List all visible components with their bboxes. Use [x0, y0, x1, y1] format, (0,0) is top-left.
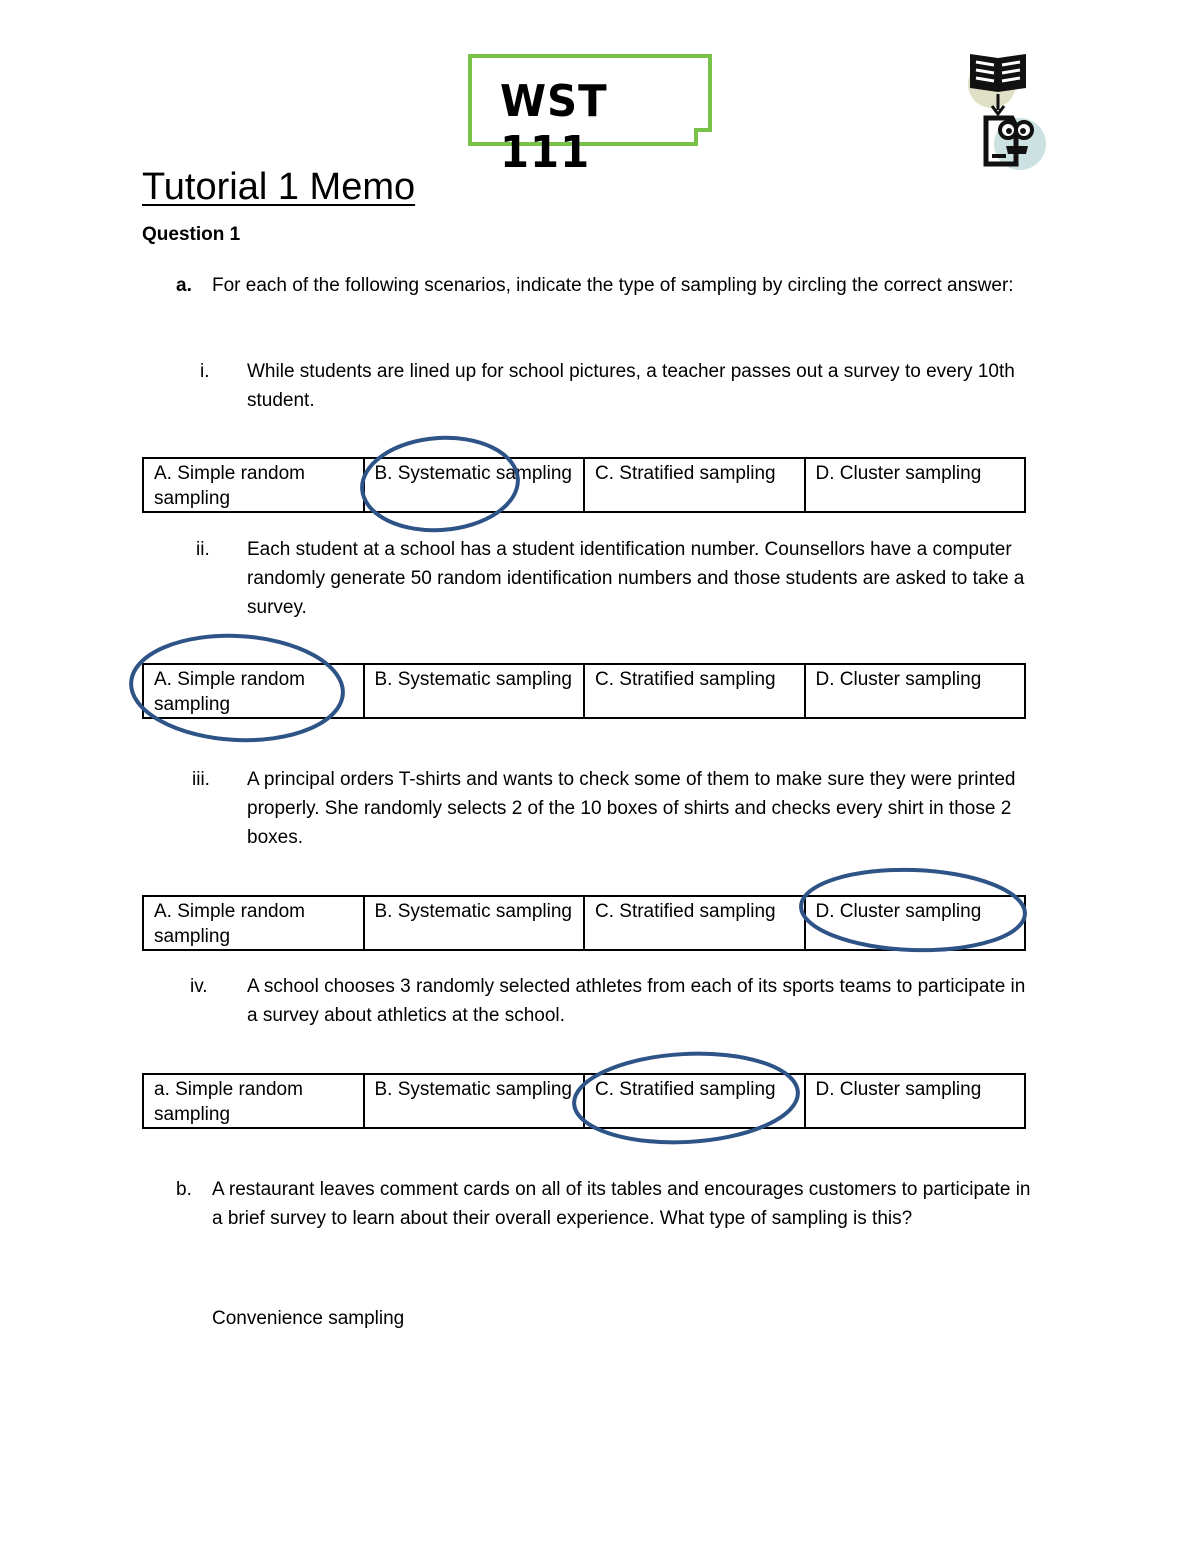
option-cell[interactable]: C. Stratified sampling: [584, 896, 805, 950]
options-table: [142, 457, 1026, 513]
option-cell[interactable]: A. Simple random sampling: [143, 458, 364, 512]
option-cell[interactable]: B. Systematic sampling: [364, 1074, 585, 1128]
course-code: WST 111: [500, 76, 608, 178]
option-cell[interactable]: D. Cluster sampling: [805, 664, 1026, 718]
scenario-marker: i.: [200, 361, 210, 382]
book-to-student-clipart-icon: [962, 46, 1048, 174]
option-cell[interactable]: A. Simple random sampling: [143, 896, 364, 950]
option-cell[interactable]: D. Cluster sampling: [805, 458, 1026, 512]
scenario-text: A principal orders T-shirts and wants to check some of them to make sure they were printed properly. She randomly selects 2 of the 10 boxes of shirts and checks every shirt in those 2 boxes.: [247, 769, 1016, 848]
options-table: [142, 663, 1026, 719]
scenario-marker: iii.: [192, 769, 210, 790]
options-table: [142, 1073, 1026, 1129]
option-cell[interactable]: B. Systematic sampling: [364, 664, 585, 718]
scenario-text: A school chooses 3 randomly selected athletes from each of its sports teams to participate in a survey about athletics at the school.: [247, 976, 1026, 1026]
question-heading: Question 1: [142, 224, 241, 245]
option-cell[interactable]: D. Cluster sampling: [805, 896, 1026, 950]
scenario-text: Each student at a school has a student identification number. Counsellors have a computer randomly generate 50 random identification numbers and those students are asked to take a survey.: [247, 539, 1025, 618]
option-cell[interactable]: C. Stratified sampling: [584, 458, 805, 512]
part-b-question: A restaurant leaves comment cards on all of its tables and encourages customers to participate in a brief survey to learn about their overall experience. What type of sampling is this?: [212, 1179, 1031, 1229]
page-title: Tutorial 1 Memo: [142, 166, 416, 208]
part-a-marker: a.: [176, 275, 192, 296]
scenario-marker: iv.: [190, 976, 208, 997]
option-cell[interactable]: a. Simple random sampling: [143, 1074, 364, 1128]
option-cell[interactable]: C. Stratified sampling: [584, 664, 805, 718]
part-b-marker: b.: [176, 1179, 192, 1200]
option-cell[interactable]: C. Stratified sampling: [584, 1074, 805, 1128]
option-cell[interactable]: D. Cluster sampling: [805, 1074, 1026, 1128]
part-b-answer: Convenience sampling: [212, 1308, 405, 1329]
course-badge: [468, 54, 712, 178]
part-a-instruction: For each of the following scenarios, indicate the type of sampling by circling the correct answer:: [212, 275, 1014, 296]
scenario-marker: ii.: [196, 539, 210, 560]
options-table: [142, 895, 1026, 951]
option-cell[interactable]: B. Systematic sampling: [364, 458, 585, 512]
option-cell[interactable]: A. Simple random sampling: [143, 664, 364, 718]
option-cell[interactable]: B. Systematic sampling: [364, 896, 585, 950]
scenario-text: While students are lined up for school pictures, a teacher passes out a survey to every 10th student.: [247, 361, 1015, 411]
